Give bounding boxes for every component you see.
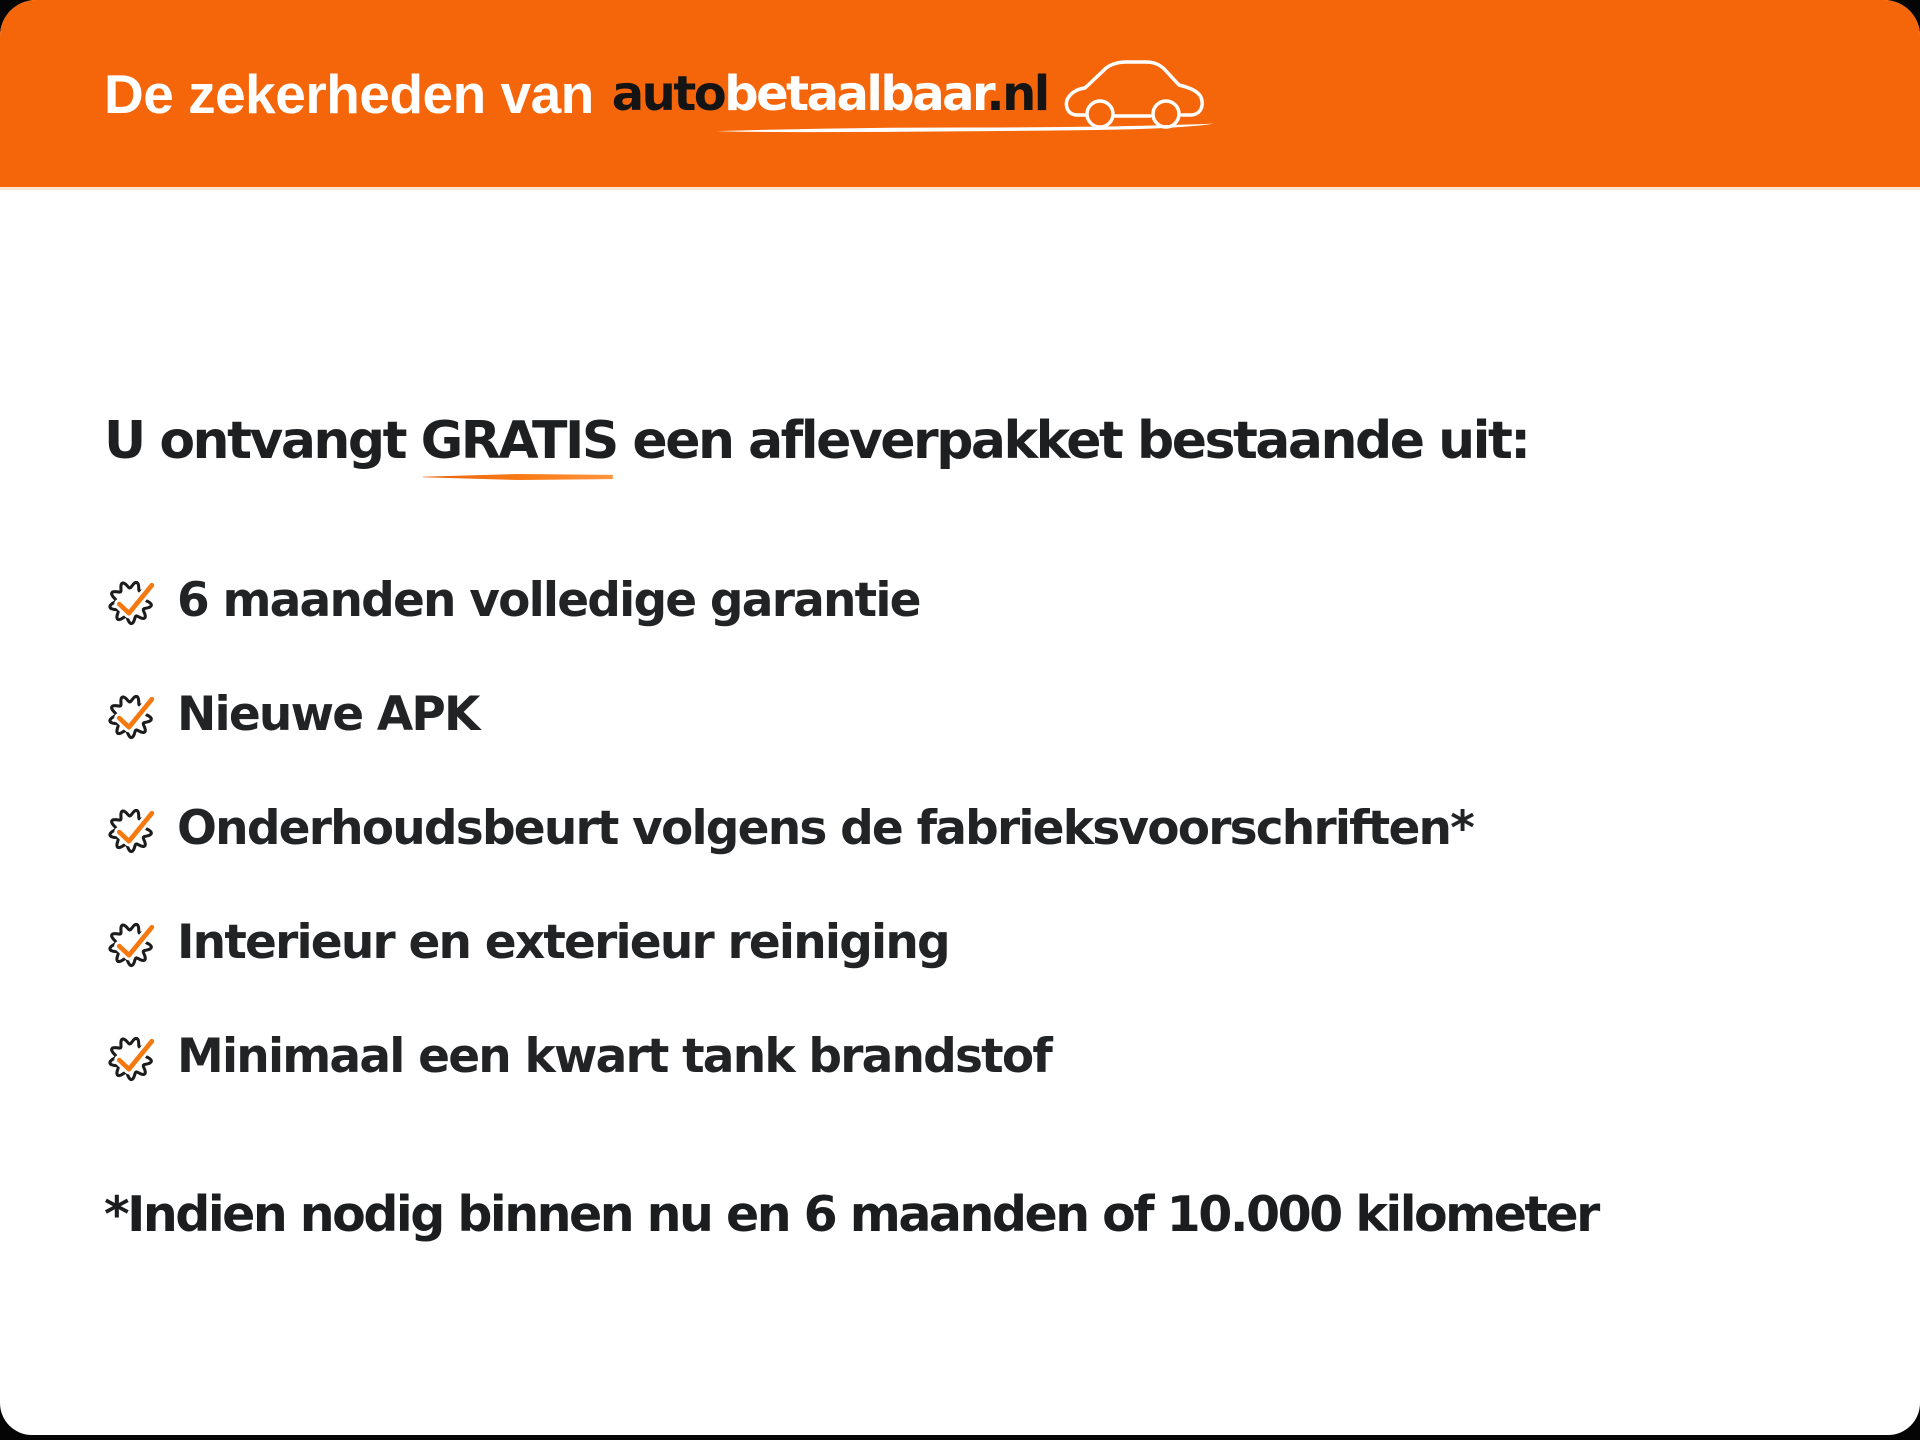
gear-check-icon — [104, 914, 161, 971]
list-item — [104, 566, 1473, 635]
benefit-label: Onderhoudsbeurt volgens de fabrieksvoorschriften* — [177, 801, 1473, 856]
logo-text-betaalbaar: betaalbaar — [724, 65, 987, 122]
benefit-label: 6 maanden volledige garantie — [177, 573, 920, 628]
gear-check-icon — [104, 800, 161, 857]
brand-logo — [612, 51, 1212, 137]
gratis-highlight — [421, 411, 617, 471]
list-item — [104, 1022, 1473, 1091]
footnote: *Indien nodig binnen nu en 6 maanden of 10.000 kilometer — [104, 1186, 1598, 1243]
benefit-label: Minimaal een kwart tank brandstof — [177, 1029, 1051, 1084]
gear-check-icon — [104, 1028, 161, 1085]
heading-post: een afleverpakket bestaande uit: — [616, 411, 1529, 471]
list-item — [104, 794, 1473, 863]
gear-check-icon — [104, 572, 161, 629]
gratis-underline-icon — [423, 474, 613, 480]
header-title: De zekerheden van — [104, 62, 594, 125]
brand-logo-text — [611, 65, 1048, 122]
list-item — [104, 680, 1473, 749]
header-banner — [0, 0, 1920, 190]
gear-check-icon — [104, 686, 161, 743]
logo-text-auto: auto — [611, 65, 725, 122]
page-title — [104, 411, 1529, 471]
logo-text-nl: .nl — [986, 65, 1048, 122]
gratis-text: GRATIS — [420, 411, 617, 471]
benefits-list — [104, 566, 1473, 1136]
benefit-label: Interieur en exterieur reiniging — [177, 915, 949, 970]
benefit-label: Nieuwe APK — [177, 687, 479, 742]
list-item — [104, 908, 1473, 977]
heading-pre: U ontvangt — [104, 411, 421, 471]
swoosh-underline-icon — [716, 123, 1216, 135]
